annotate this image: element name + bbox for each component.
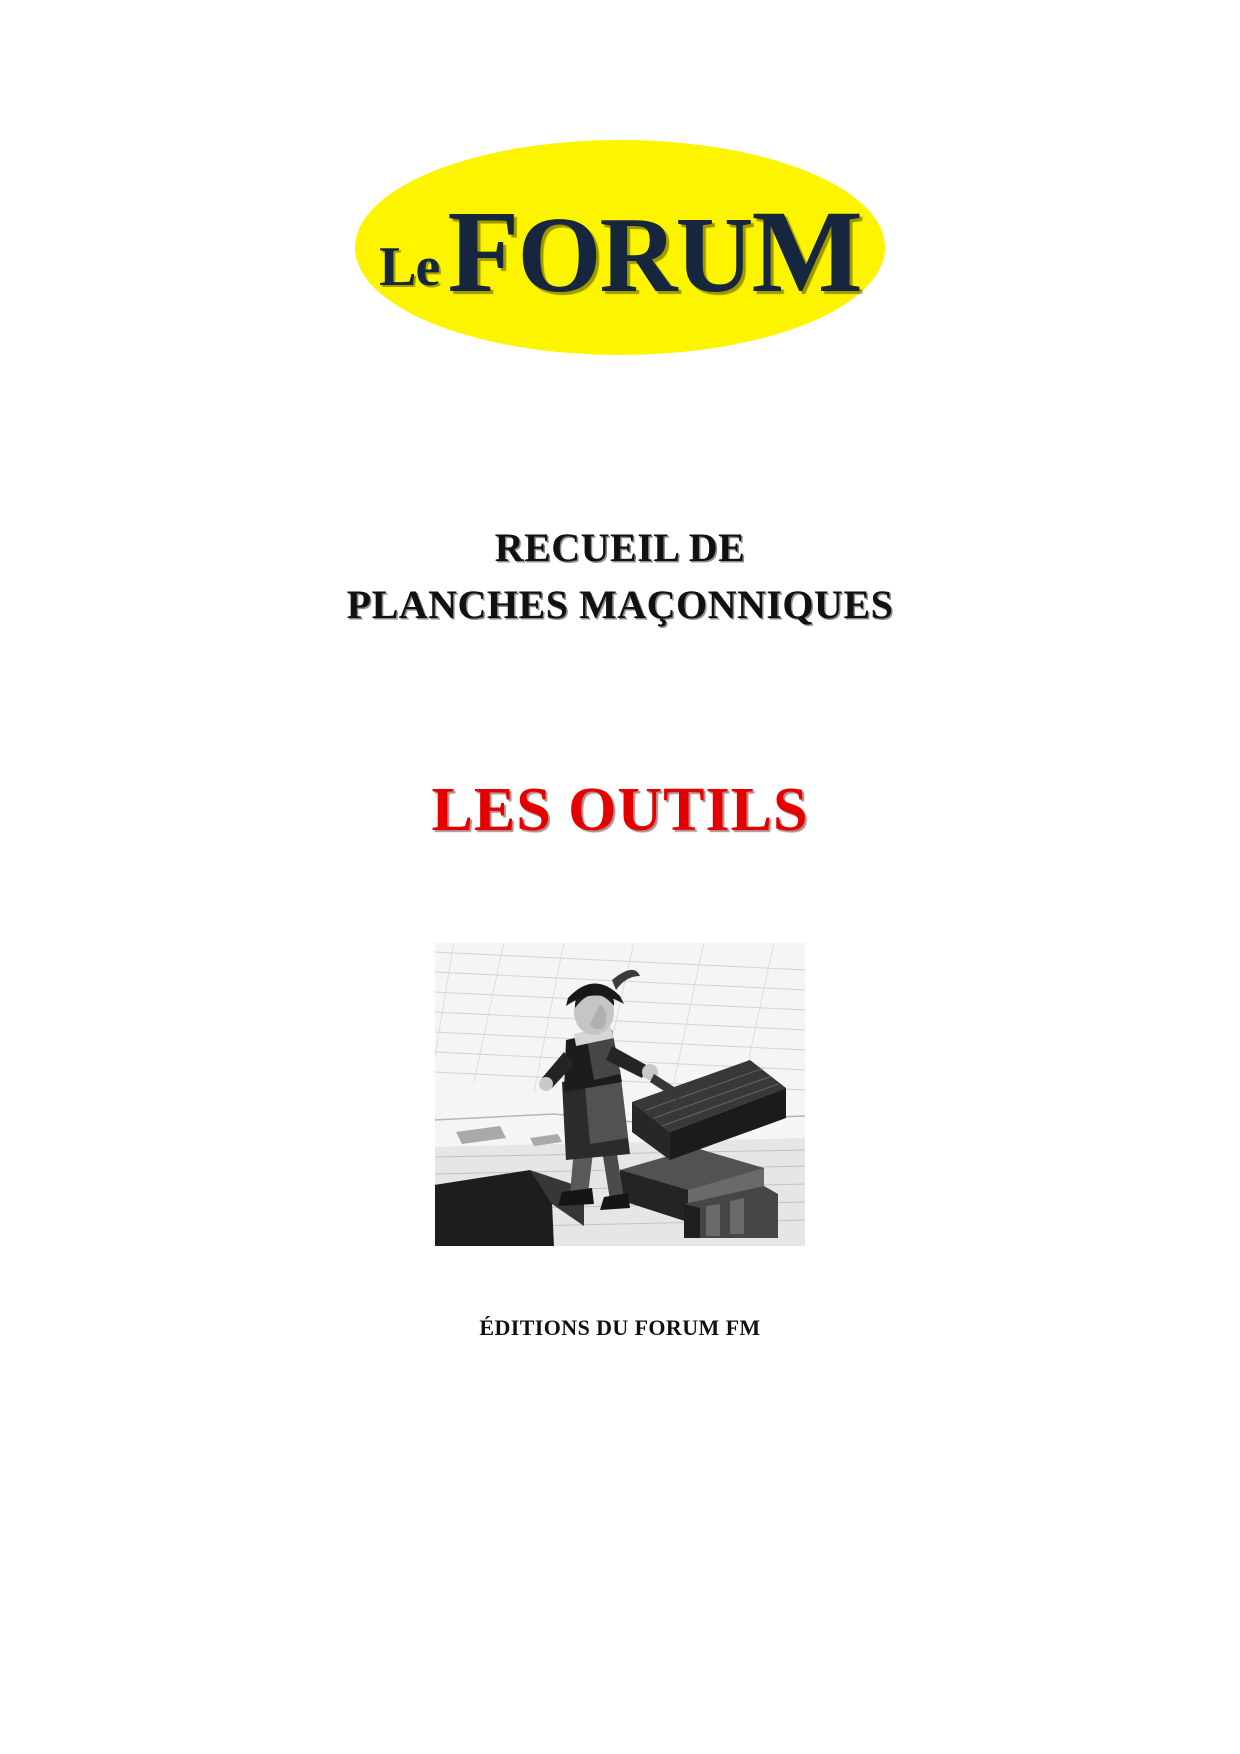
engraving-svg (434, 942, 806, 1247)
logo-ellipse-background (355, 140, 885, 355)
logo-word-le: Le (379, 235, 440, 298)
subtitle-line-2: PLANCHES MAÇONNIQUES (346, 581, 894, 627)
logo-letter-m: M (751, 185, 861, 317)
subtitle (0, 520, 1240, 634)
logo-container (0, 140, 1240, 355)
logo-word-forum (447, 184, 860, 320)
publisher-line: ÉDITIONS DU FORUM FM (479, 1315, 761, 1340)
illustration-container (0, 942, 1240, 1247)
subtitle-line-1: RECUEIL DE (494, 525, 746, 570)
page-title: LES OUTILS (431, 776, 809, 844)
logo-letters-oru: ORU (517, 195, 752, 315)
logo-letter-f: F (447, 185, 518, 317)
logo-text (379, 184, 861, 320)
stonemason-engraving-image (434, 942, 806, 1247)
